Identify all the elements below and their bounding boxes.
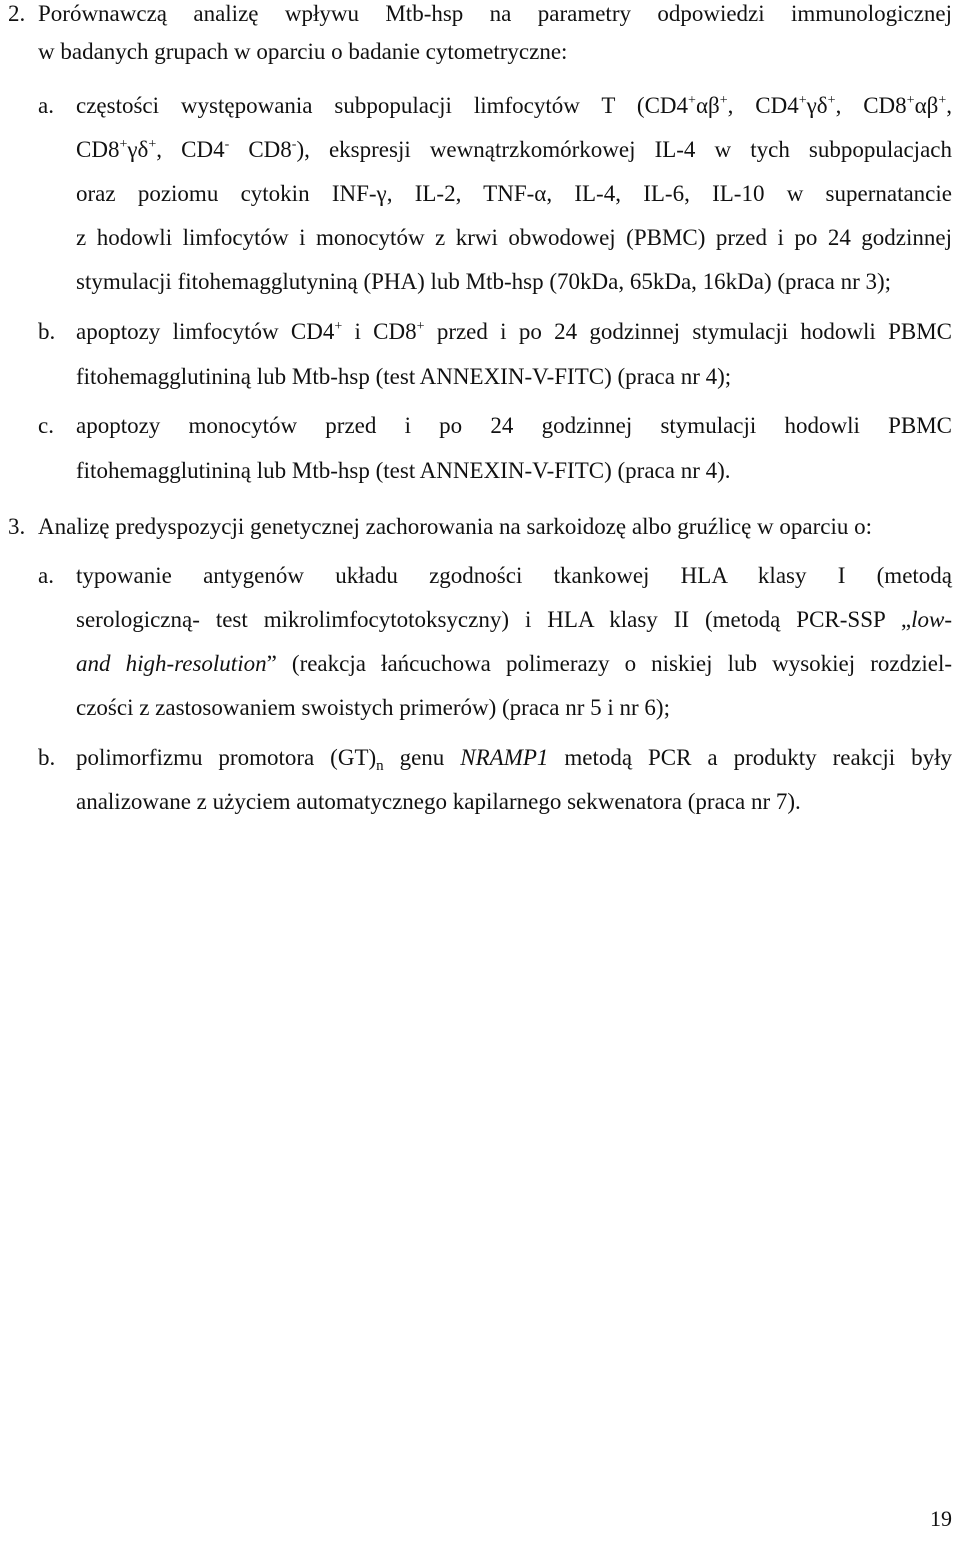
item-2c-label: c. [38, 413, 54, 438]
item-2b-line-1: apoptozy limfocytów CD4+ i CD8+ przed i po 24 godzinnej stymulacji hodowli PBMC [76, 319, 953, 344]
item-2c-line-1: apoptozy monocytów przed i po 24 godzinnej stymulacji hodowli PBMC [76, 413, 952, 438]
item-3b-line-2: analizowane z użyciem automatycznego kapilarnego sekwenatora (praca nr 7). [76, 789, 801, 814]
item-2a-line-1: częstości występowania subpopulacji limfocytów T (CD4+αβ+, CD4+γδ+, CD8+αβ+, [76, 93, 952, 118]
section-2-heading-line-1: Porównawczą analizę wpływu Mtb-hsp na parametry odpowiedzi immunologicznej [38, 1, 952, 26]
item-3a-line-1: typowanie antygenów układu zgodności tkankowej HLA klasy I (metodą [76, 563, 952, 588]
item-3b-line-1: polimorfizmu promotora $(GT)_n$ genu NRAMP1 metodą PCR a produkty reakcji były [76, 745, 952, 774]
item-3a-line-3: and high-resolution” (reakcja łańcuchowa polimerazy o niskiej lub wysokiej rozdziel- [76, 651, 952, 676]
item-3a-line-2: serologiczną- test mikrolimfocytotoksyczny) i HLA klasy II (metodą PCR-SSP „low- [76, 607, 952, 632]
item-3a-label: a. [38, 563, 54, 588]
section-3-heading: Analizę predyspozycji genetycznej zachorowania na sarkoidozę albo gruźlicę w oparciu o: [38, 514, 873, 539]
section-2-heading-line-2: w badanych grupach w oparciu o badanie cytometryczne: [38, 39, 568, 64]
item-2c-line-2: fitohemagglutininą lub Mtb-hsp (test ANNEXIN-V-FITC) (praca nr 4). [76, 458, 731, 483]
page-number: 19 [930, 1506, 952, 1531]
item-2a-line-3: oraz poziomu cytokin INF-γ, IL-2, TNF-α, IL-4, IL-6, IL-10 w supernatancie [76, 181, 952, 206]
item-3b-label: b. [38, 745, 56, 770]
item-2a-line-5: stymulacji fitohemagglutyniną (PHA) lub Mtb-hsp (70kDa, 65kDa, 16kDa) (praca nr 3); [76, 269, 892, 294]
item-2b-line-2: fitohemagglutininą lub Mtb-hsp (test ANNEXIN-V-FITC) (praca nr 4); [76, 364, 732, 389]
item-2a-line-2: CD8+γδ+, CD4- CD8-), ekspresji wewnątrzkomórkowej IL-4 w tych subpopulacjach [76, 137, 952, 162]
section-3-number: 3. [8, 514, 26, 539]
item-2a-label: a. [38, 93, 54, 118]
item-2b-label: b. [38, 319, 56, 344]
item-2a-line-4: z hodowli limfocytów i monocytów z krwi obwodowej (PBMC) przed i po 24 godzinnej [76, 225, 952, 250]
item-3a-line-4: czości z zastosowaniem swoistych primerów) (praca nr 5 i nr 6); [76, 695, 670, 720]
section-2-number: 2. [8, 1, 26, 26]
